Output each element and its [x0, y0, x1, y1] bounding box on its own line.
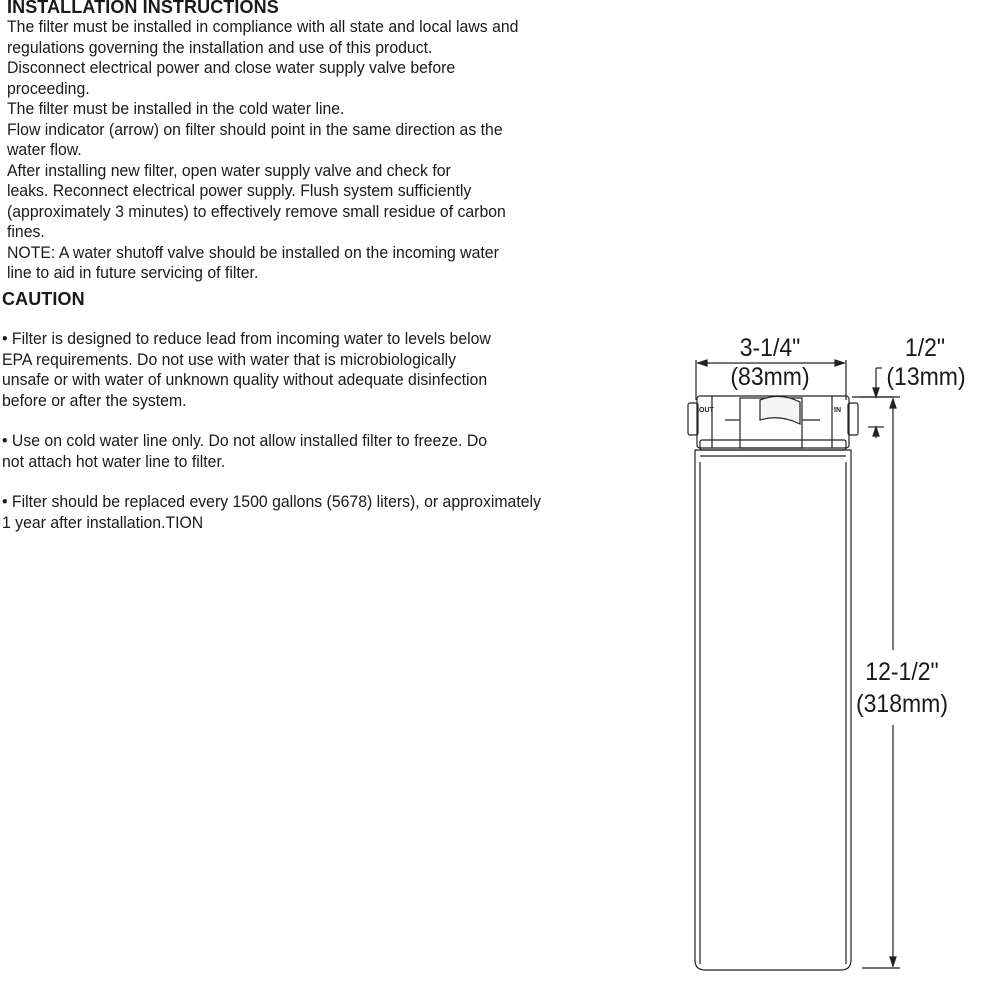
installation-heading: INSTALLATION INSTRUCTIONS — [7, 0, 279, 17]
caution-heading: CAUTION — [2, 289, 85, 309]
installation-line: NOTE: A water shutoff valve should be installed on the incoming water — [7, 242, 499, 262]
port-in-label: IN — [834, 407, 841, 414]
caution-line: • Filter is designed to reduce lead from incoming water to levels below — [2, 329, 491, 348]
width-inches-label: 3-1/4" — [739, 334, 801, 362]
height-mm-label: (318mm) — [855, 690, 948, 718]
installation-line: proceeding. — [7, 78, 90, 98]
caution-line: 1 year after installation.TION — [2, 512, 204, 532]
installation-line: regulations governing the installation and use of this product. — [7, 37, 433, 57]
installation-line: After installing new filter, open water supply valve and check for — [7, 160, 451, 180]
installation-line: The filter must be installed in compliance with all state and local laws and — [7, 17, 519, 36]
width-mm-label: (83mm) — [730, 363, 810, 391]
installation-line: fines. — [7, 222, 45, 241]
head-inches-label: 1/2" — [904, 334, 946, 362]
installation-line: (approximately 3 minutes) to effectively remove small residue of carbon — [7, 201, 506, 221]
caution-line: not attach hot water line to filter. — [2, 451, 226, 471]
installation-line: The filter must be installed in the cold water line. — [7, 99, 345, 118]
caution-line: EPA requirements. Do not use with water that is microbiologically — [2, 349, 457, 369]
filter-head — [688, 396, 858, 450]
head-mm-label: (13mm) — [886, 363, 966, 391]
installation-line: leaks. Reconnect electrical power supply. Flush system sufficiently — [7, 181, 472, 200]
filter-cartridge — [695, 450, 851, 970]
port-out-label: OUT — [699, 407, 714, 414]
height-inches-label: 12-1/2" — [865, 658, 939, 686]
installation-line: water flow. — [7, 140, 82, 159]
caution-line: • Use on cold water line only. Do not allow installed filter to freeze. Do — [2, 431, 488, 450]
installation-line: Disconnect electrical power and close water supply valve before — [7, 58, 456, 77]
caution-line: • Filter should be replaced every 1500 gallons (5678) liters), or approximately — [2, 492, 541, 511]
caution-line: unsafe or with water of unknown quality without adequate disinfection — [2, 370, 488, 389]
installation-line: Flow indicator (arrow) on filter should point in the same direction as the — [7, 119, 503, 139]
installation-line: line to aid in future servicing of filter. — [7, 263, 259, 282]
caution-line: before or after the system. — [2, 390, 187, 410]
